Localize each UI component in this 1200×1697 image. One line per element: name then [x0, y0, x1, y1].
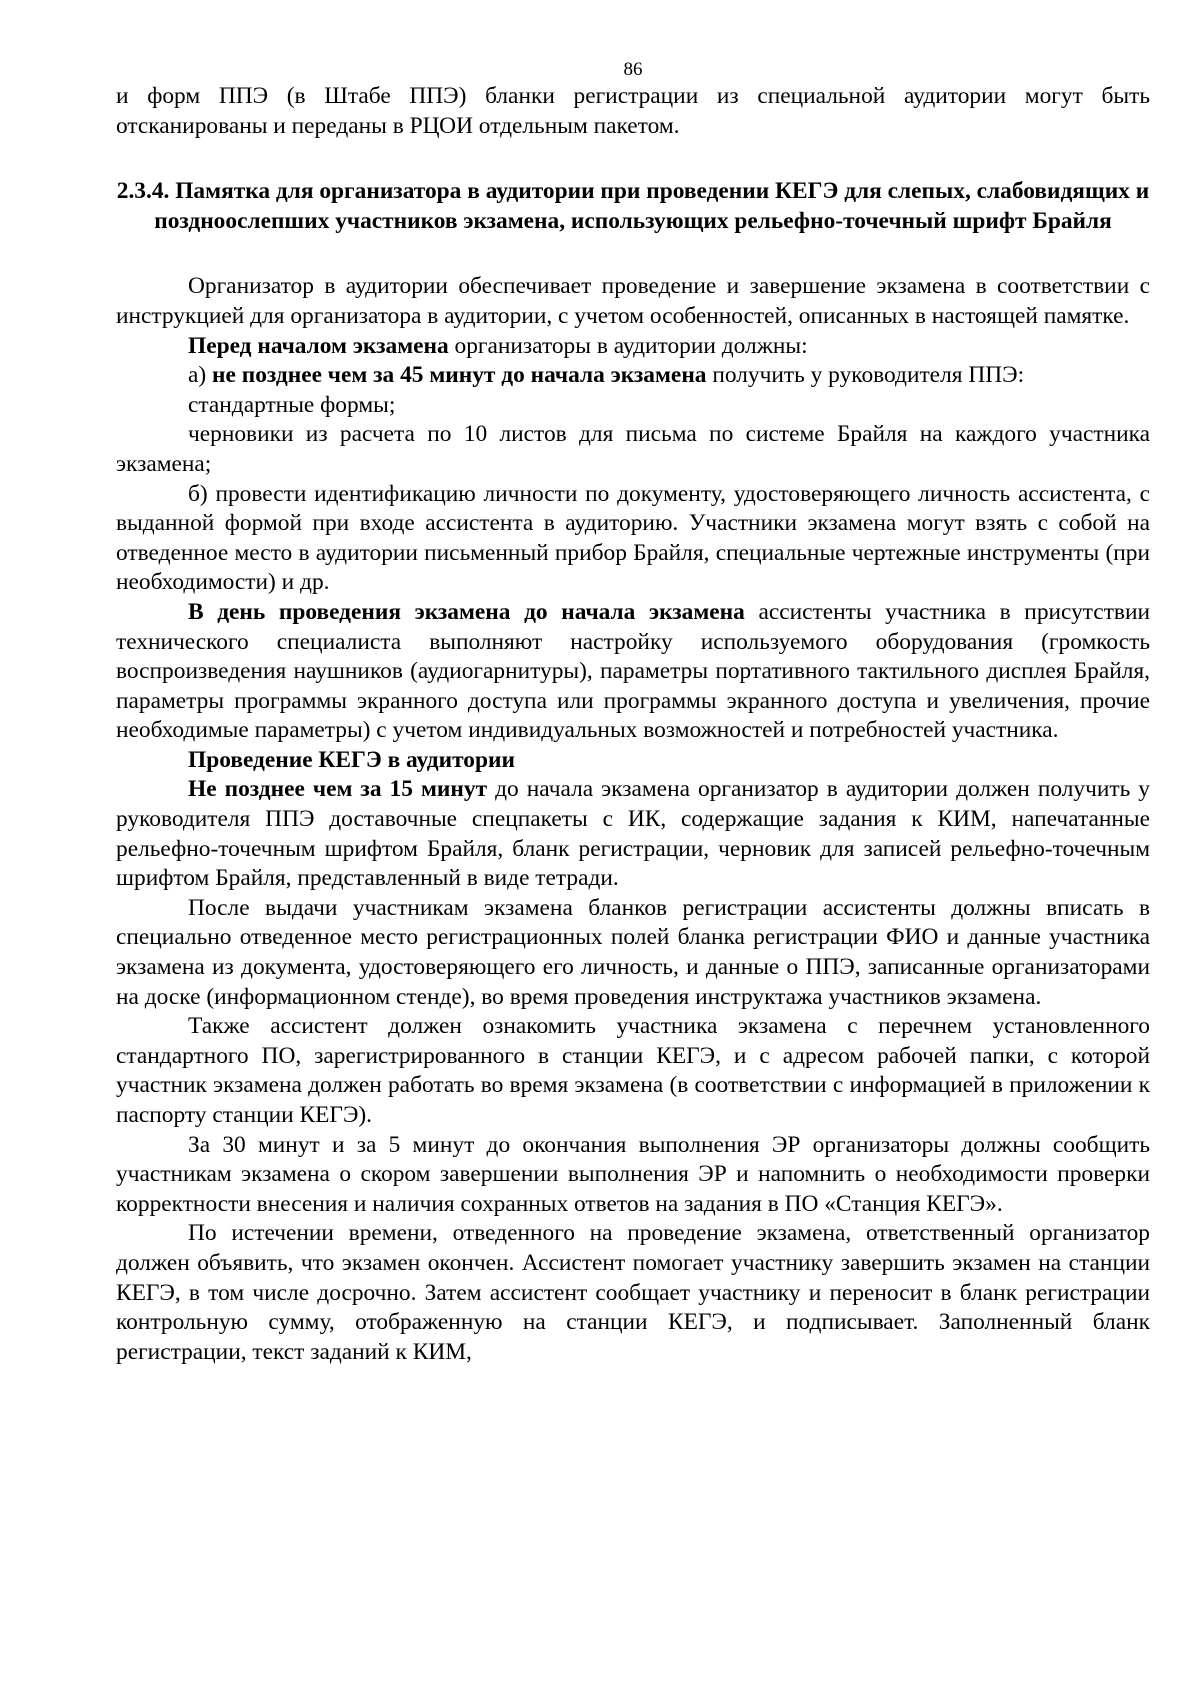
paragraph-11: Также ассистент должен ознакомить участника экзамена с перечнем установленного стандартного ПО, зарегистрированного в станции КЕГЭ, и с адресом рабочей папки, с которой участник экзамена должен работать во время экзамена (в соответствии с информацией в приложении к паспорту станции КЕГЭ). [116, 1013, 1150, 1128]
paragraph-7-text: ассистенты участника в присутствии технического специалиста выполняют настройку используемого оборудования (громкость воспроизведения наушников (аудиогарнитуры), параметры портативного тактильного дисплея Брайля, параметры программы экранного доступа или программы экранного доступа и увеличения, прочие необходимые параметры) с учетом индивидуальных возможностей и потребностей участника. [116, 598, 1150, 744]
paragraph-9-bold: Не позднее чем за 15 минут [188, 776, 488, 803]
paragraph-7 [116, 598, 1150, 746]
paragraph-12: За 30 минут и за 5 минут до окончания выполнения ЭР организаторы должны сообщить участникам экзамена о скором завершении выполнения ЭР и напомнить о необходимости проверки корректности внесения и наличия сохранных ответов на задания в ПО «Станция КЕГЭ». [116, 1131, 1150, 1217]
section-heading: 2.3.4. Памятка для организатора в аудитории при проведении КЕГЭ для слепых, слабовидящих и поздноослепших участников экзамена, использующих рельефно-точечный шрифт Брайля [116, 178, 1150, 234]
paragraph-13: По истечении времени, отведенного на проведение экзамена, ответственный организатор должен объявить, что экзамен окончен. Ассистент помогает участнику завершить экзамен на станции КЕГЭ, в том числе досрочно. Затем ассистент сообщает участнику и переносит в бланк регистрации контрольную сумму, отображенную на станции КЕГЭ, и подписывает. Заполненный бланк регистрации, текст заданий к КИМ, [116, 1220, 1150, 1365]
paragraph-9 [116, 775, 1150, 893]
intro-paragraph: и форм ППЭ (в Штабе ППЭ) бланки регистрации из специальной аудитории могут быть отсканированы и переданы в РЦОИ отдельным пакетом. [116, 83, 1150, 139]
paragraph-5: черновики из расчета по 10 листов для письма по системе Брайля на каждого участника экзамена; [116, 421, 1150, 477]
paragraph-10: После выдачи участникам экзамена бланков регистрации ассистенты должны вписать в специально отведенное место регистрационных полей бланка регистрации ФИО и данные участника экзамена из документа, удостоверяющего его личность, и данные о ППЭ, записанные организаторами на доске (информационном стенде), во время проведения инструктажа участников экзамена. [116, 894, 1150, 1010]
subheading-conduct: Проведение КЕГЭ в аудитории [188, 746, 515, 773]
paragraph-2-text: организаторы в аудитории должны: [448, 332, 808, 359]
paragraph-9-text: до начала экзамена организатор в аудитории должен получить у руководителя ППЭ доставочные спецпакеты с ИК, содержащие задания к КИМ, напечатанные рельефно-точечным шрифтом Брайля, бланк регистрации, черновик для записей рельефно-точечным шрифтом Брайля, представленный в виде тетради. [116, 776, 1150, 892]
paragraph-3-bold: не позднее чем за 45 минут до начала экзамена [212, 362, 707, 389]
paragraph-8 [116, 746, 1150, 776]
paragraph-3-text: получить у руководителя ППЭ: [706, 362, 1025, 389]
paragraph-2-bold: Перед началом экзамена [188, 332, 449, 359]
paragraph-2 [116, 332, 1150, 362]
paragraph-6: б) провести идентификацию личности по документу, удостоверяющего личность ассистента, с выданной формой при входе ассистента в аудиторию. Участники экзамена могут взять с собой на отведенное место в аудитории письменный прибор Брайля, специальные чертежные инструменты (при необходимости) и др. [116, 480, 1150, 596]
page-number: 86 [623, 59, 643, 80]
paragraph-7-bold: В день проведения экзамена до начала экзамена [188, 598, 745, 625]
paragraph-4: стандартные формы; [188, 391, 396, 418]
paragraph-3-prefix: а) [188, 362, 213, 389]
paragraph-3 [116, 361, 1150, 391]
paragraph-1: Организатор в аудитории обеспечивает проведение и завершение экзамена в соответствии с инструкцией для организатора в аудитории, с учетом особенностей, описанных в настоящей памятке. [116, 273, 1150, 329]
